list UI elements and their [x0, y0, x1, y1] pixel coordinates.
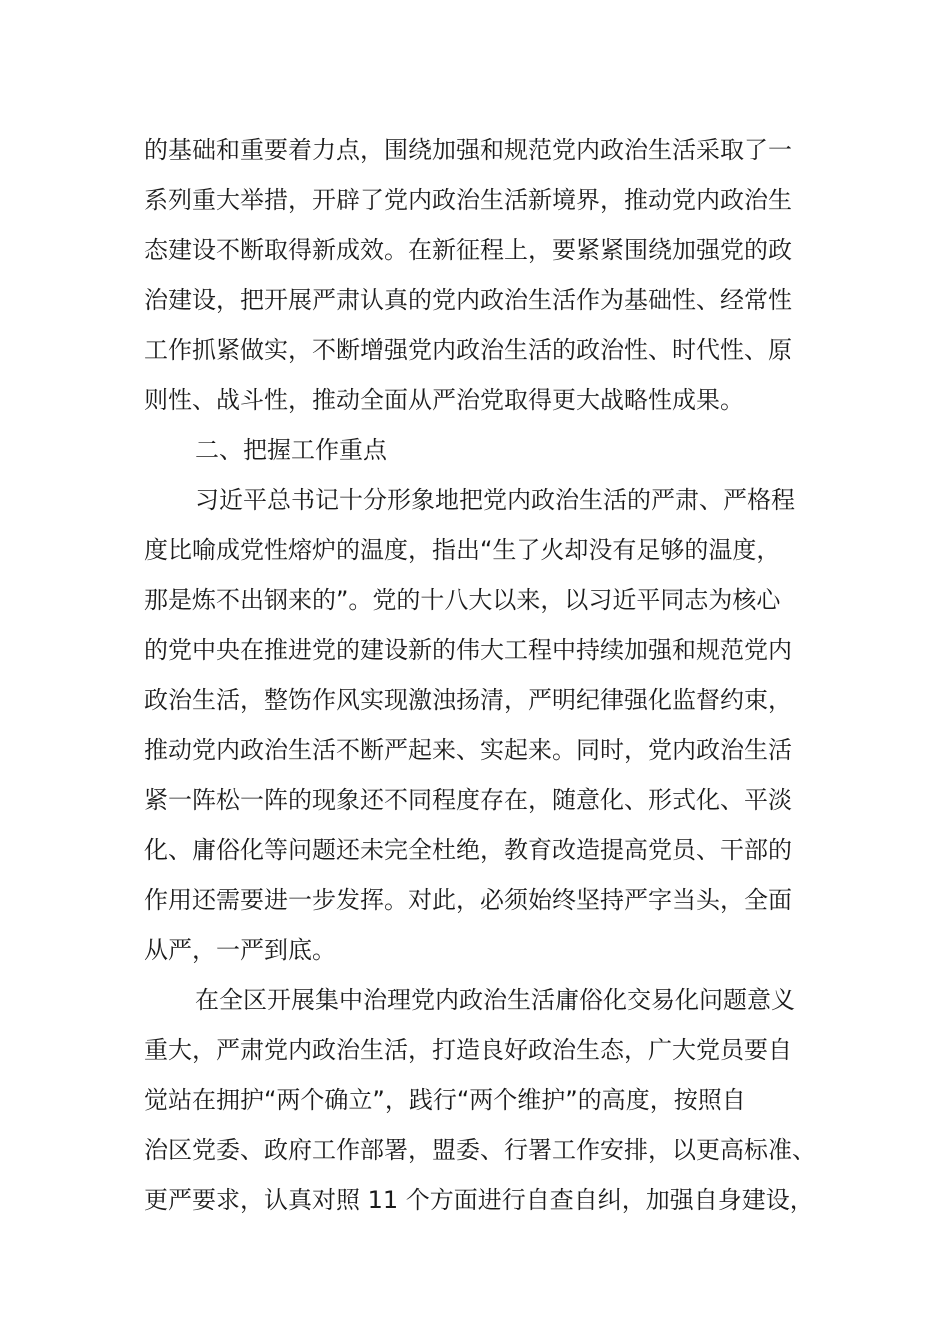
- body-line: 觉站在拥护“两个确立”，践行“两个维护”的高度，按照自: [144, 1086, 746, 1114]
- body-line: 工作抓紧做实，不断增强党内政治生活的政治性、时代性、原: [144, 336, 792, 364]
- body-line: 治区党委、政府工作部署，盟委、行署工作安排，以更高标准、: [144, 1136, 816, 1164]
- body-line: 治建设，把开展严肃认真的党内政治生活作为基础性、经常性: [144, 286, 792, 314]
- body-line: 重大，严肃党内政治生活，打造良好政治生态，广大党员要自: [144, 1036, 792, 1064]
- body-line: 作用还需要进一步发挥。对此，必须始终坚持严字当头，全面: [144, 886, 792, 914]
- body-line: 则性、战斗性，推动全面从严治党取得更大战略性成果。: [144, 386, 744, 414]
- body-line: 的党中央在推进党的建设新的伟大工程中持续加强和规范党内: [144, 636, 792, 664]
- section-heading: 二、把握工作重点: [195, 436, 387, 464]
- body-line: 度比喻成党性熔炉的温度，指出“生了火却没有足够的温度，: [144, 536, 781, 564]
- body-line: 态建设不断取得新成效。在新征程上，要紧紧围绕加强党的政: [144, 236, 792, 264]
- paragraph-first-line: 在全区开展集中治理党内政治生活庸俗化交易化问题意义: [195, 986, 795, 1014]
- body-line: 化、庸俗化等问题还未完全杜绝，教育改造提高党员、干部的: [144, 836, 792, 864]
- body-line: 从严，一严到底。: [144, 936, 336, 964]
- body-line: 那是炼不出钢来的”。党的十八大以来，以习近平同志为核心: [144, 586, 781, 614]
- body-line: 系列重大举措，开辟了党内政治生活新境界，推动党内政治生: [144, 186, 792, 214]
- paragraph-first-line: 习近平总书记十分形象地把党内政治生活的严肃、严格程: [195, 486, 795, 514]
- body-line: 的基础和重要着力点，围绕加强和规范党内政治生活采取了一: [144, 136, 792, 164]
- body-line: 推动党内政治生活不断严起来、实起来。同时，党内政治生活: [144, 736, 792, 764]
- body-line: 政治生活，整饬作风实现激浊扬清，严明纪律强化监督约束，: [144, 686, 792, 714]
- body-line: 紧一阵松一阵的现象还不同程度存在，随意化、形式化、平淡: [144, 786, 792, 814]
- body-line: 更严要求，认真对照 11 个方面进行自查自纠，加强自身建设，: [144, 1186, 814, 1214]
